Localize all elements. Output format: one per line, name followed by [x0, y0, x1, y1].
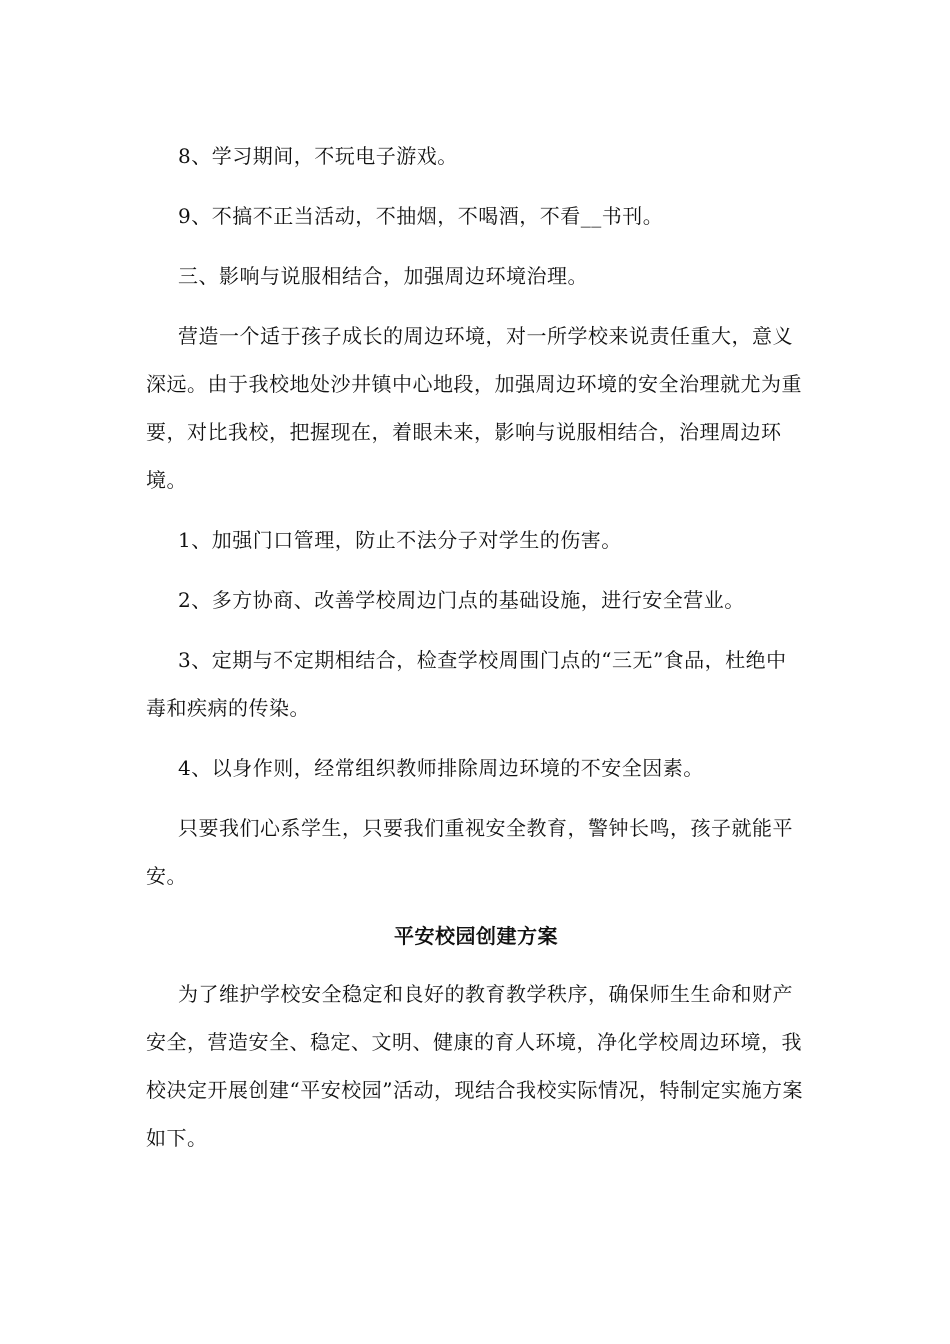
section-heading-three: 三、影响与说服相结合，加强周边环境治理。: [178, 264, 588, 288]
paragraph-item-4: 4、以身作则，经常组织教师排除周边环境的不安全因素。: [178, 756, 704, 780]
paragraph-environment: 营造一个适于孩子成长的周边环境，对一所学校来说责任重大，意义深远。由于我校地处沙井镇中心地段，加强周边环境的安全治理就尤为重要，对比我校，把握现在，着眼未来，影响与说服相结合，治理周边环境。: [146, 324, 802, 492]
document-title: 平安校园创建方案: [394, 924, 558, 948]
paragraph-intro: 为了维护学校安全稳定和良好的教育教学秩序，确保师生生命和财产安全，营造安全、稳定、文明、健康的育人环境，净化学校周边环境，我校决定开展创建“平安校园”活动，现结合我校实际情况，特制定实施方案如下。: [146, 982, 803, 1150]
paragraph-item-1: 1、加强门口管理，防止不法分子对学生的伤害。: [178, 528, 622, 552]
document-body: [146, 132, 806, 1174]
paragraph-item-8: 8、学习期间，不玩电子游戏。: [178, 144, 458, 168]
paragraph-item-9: 9、不搞不正当活动，不抽烟，不喝酒，不看__书刊。: [178, 204, 664, 228]
paragraph-item-3: 3、定期与不定期相结合，检查学校周围门点的“三无”食品，杜绝中毒和疾病的传染。: [146, 648, 787, 720]
paragraph-conclusion: 只要我们心系学生，只要我们重视安全教育，警钟长鸣，孩子就能平安。: [146, 816, 793, 888]
paragraph-item-2: 2、多方协商、改善学校周边门点的基础设施，进行安全营业。: [178, 588, 745, 612]
